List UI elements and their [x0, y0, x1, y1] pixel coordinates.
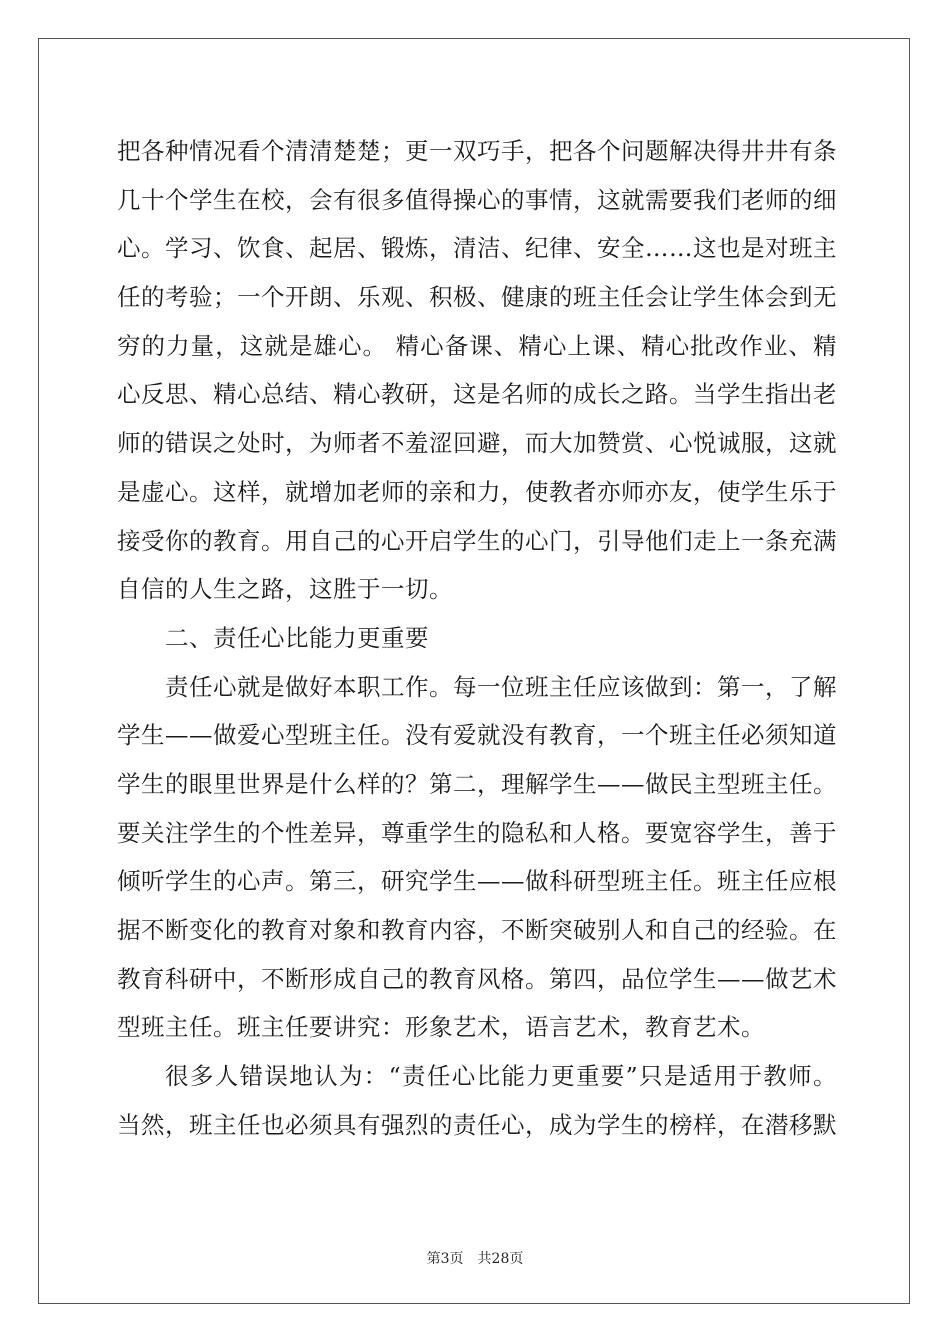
- text-line: 任的考验；一个开朗、乐观、积极、健康的班主任会让学生体会到无: [117, 283, 837, 312]
- text-line: 把各种情况看个清清楚楚；更一双巧手，把各个问题解决得井井有条: [117, 137, 837, 165]
- text-line: 要关注学生的个性差异，尊重学生的隐私和人格。要宽容学生，善于: [117, 818, 837, 847]
- text-line: 型班主任。班主任要讲究：形象艺术，语言艺术，教育艺术。: [117, 1013, 765, 1042]
- text-line: 心。学习、饮食、起居、锻炼，清洁、纪律、安全……这也是对班主: [117, 234, 837, 263]
- text-line: 学生的眼里世界是什么样的？第二，理解学生——做民主型班主任。: [117, 769, 837, 798]
- text-line: 当然，班主任也必须具有强烈的责任心，成为学生的榜样，在潜移默: [117, 1110, 837, 1139]
- text-line: 倾听学生的心声。第三，研究学生——做科研型班主任。班主任应根: [117, 867, 837, 896]
- text-line: 几十个学生在校，会有很多值得操心的事情，这就需要我们老师的细: [117, 185, 837, 214]
- document-body: [117, 127, 837, 1149]
- text-line: 教育科研中，不断形成自己的教育风格。第四，品位学生——做艺术: [117, 964, 837, 993]
- text-line: 师的错误之处时，为师者不羞涩回避，而大加赞赏、心悦诚服，这就: [117, 429, 837, 458]
- text-line: 心反思、精心总结、精心教研，这是名师的成长之路。当学生指出老: [117, 380, 837, 409]
- text-line: 据不断变化的教育对象和教育内容，不断突破别人和自己的经验。在: [117, 916, 837, 944]
- text-line: 是虚心。这样，就增加老师的亲和力，使教者亦师亦友，使学生乐于: [117, 477, 837, 506]
- text-line: 责任心就是做好本职工作。每一位班主任应该做到：第一，了解: [165, 672, 837, 701]
- text-line: 穷的力量，这就是雄心。 精心备课、精心上课、精心批改作业、精: [117, 331, 837, 360]
- text-line: 接受你的教育。用自己的心开启学生的心门，引导他们走上一条充满: [117, 526, 837, 555]
- page-footer: 第3页 共28页: [426, 1251, 524, 1267]
- text-line: 自信的人生之路，这胜于一切。: [117, 575, 453, 604]
- text-line: 很多人错误地认为：“责任心比能力更重要”只是适用于教师。: [165, 1062, 837, 1091]
- text-line: 学生——做爱心型班主任。没有爱就没有教育，一个班主任必须知道: [117, 721, 837, 750]
- section-heading: 二、责任心比能力更重要: [165, 623, 429, 652]
